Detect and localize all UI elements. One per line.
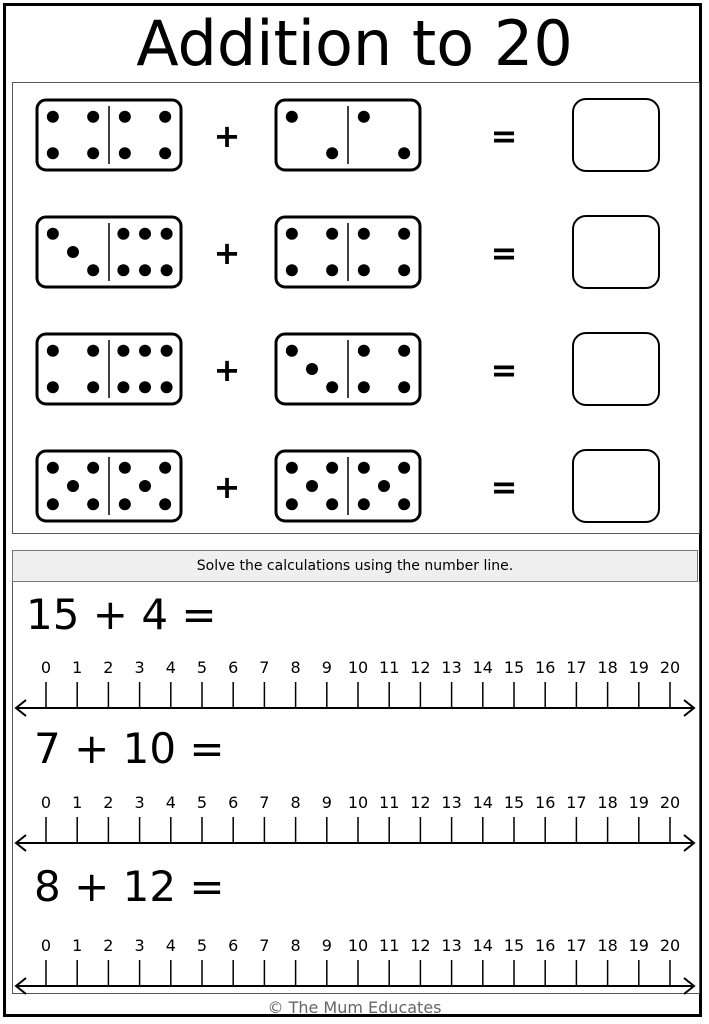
equation-1: 15 + 4 = — [26, 590, 217, 639]
domino-pip — [47, 111, 59, 123]
tick-label: 9 — [321, 793, 332, 812]
tick-label: 19 — [628, 658, 649, 677]
domino-pip — [47, 228, 59, 240]
domino-pip — [358, 345, 370, 357]
tick-label: 11 — [379, 936, 400, 955]
domino-pip — [67, 480, 79, 492]
tick-label: 2 — [103, 658, 114, 677]
domino-pip — [67, 246, 79, 258]
equals-sign: = — [490, 351, 518, 389]
tick-label: 2 — [103, 793, 114, 812]
domino-pip — [117, 345, 129, 357]
tick-label: 9 — [321, 658, 332, 677]
tick-label: 5 — [196, 793, 208, 812]
tick-label: 4 — [165, 658, 176, 677]
answer-box[interactable] — [572, 332, 660, 406]
tick-label: 12 — [410, 658, 431, 677]
domino-pip — [398, 228, 410, 240]
domino-pip — [326, 462, 338, 474]
tick-label: 4 — [165, 936, 176, 955]
tick-label: 11 — [379, 658, 400, 677]
domino-pip — [47, 381, 59, 393]
domino-pip — [161, 381, 173, 393]
number-line-1 — [0, 654, 709, 724]
domino-pip — [87, 498, 99, 510]
tick-label: 20 — [659, 658, 681, 677]
domino-pip — [87, 111, 99, 123]
tick-label: 9 — [321, 936, 332, 955]
equals-sign: = — [490, 234, 518, 272]
domino-pip — [286, 462, 298, 474]
answer-box[interactable] — [572, 449, 660, 523]
domino-pip — [286, 264, 298, 276]
domino-pip — [398, 147, 410, 159]
domino-pip — [139, 480, 151, 492]
domino-pip — [119, 147, 131, 159]
tick-label: 20 — [659, 936, 681, 955]
tick-label: 4 — [165, 793, 176, 812]
domino-pip — [117, 264, 129, 276]
domino-pip — [119, 462, 131, 474]
domino-pip — [398, 345, 410, 357]
tick-label: 8 — [290, 936, 301, 955]
right-domino — [276, 334, 420, 404]
tick-label: 1 — [72, 936, 83, 955]
tick-label: 18 — [597, 936, 618, 955]
tick-label: 18 — [597, 793, 618, 812]
tick-label: 14 — [472, 658, 493, 677]
plus-sign: + — [213, 234, 241, 272]
tick-label: 8 — [290, 658, 301, 677]
tick-label: 20 — [659, 793, 681, 812]
tick-label: 16 — [535, 936, 556, 955]
domino-pip — [306, 480, 318, 492]
equals-sign: = — [490, 117, 518, 155]
tick-label: 10 — [347, 793, 369, 812]
tick-label: 14 — [472, 936, 493, 955]
tick-label: 6 — [228, 793, 239, 812]
tick-label: 10 — [347, 658, 369, 677]
tick-label: 19 — [628, 936, 649, 955]
domino-pip — [159, 111, 171, 123]
tick-label: 1 — [72, 793, 83, 812]
left-domino — [37, 217, 181, 287]
tick-label: 10 — [347, 936, 369, 955]
domino-pip — [119, 498, 131, 510]
tick-label: 5 — [196, 936, 208, 955]
domino-pip — [326, 264, 338, 276]
tick-label: 15 — [503, 936, 525, 955]
tick-label: 1 — [72, 658, 83, 677]
domino-pip — [378, 480, 390, 492]
domino-pip — [159, 147, 171, 159]
domino-pip — [161, 264, 173, 276]
domino-pip — [398, 462, 410, 474]
plus-sign: + — [213, 117, 241, 155]
domino-pip — [398, 264, 410, 276]
worksheet-title: Addition to 20 — [136, 7, 573, 80]
tick-label: 7 — [259, 793, 270, 812]
answer-box[interactable] — [572, 98, 660, 172]
domino-pip — [326, 228, 338, 240]
tick-label: 0 — [40, 793, 52, 812]
tick-label: 15 — [503, 658, 525, 677]
domino-pip — [306, 363, 318, 375]
domino-pip — [358, 111, 370, 123]
domino-pip — [286, 111, 298, 123]
tick-label: 17 — [566, 936, 587, 955]
tick-label: 6 — [228, 658, 239, 677]
number-line-3 — [0, 932, 709, 1002]
tick-label: 0 — [40, 936, 52, 955]
domino-pip — [47, 462, 59, 474]
equation-3: 8 + 12 = — [34, 862, 225, 911]
domino-pip — [358, 462, 370, 474]
tick-label: 12 — [410, 936, 431, 955]
copyright-footer: © The Mum Educates — [267, 998, 442, 1017]
tick-label: 16 — [535, 658, 556, 677]
tick-label: 13 — [441, 793, 462, 812]
domino-pip — [286, 228, 298, 240]
left-domino — [37, 100, 181, 170]
tick-label: 2 — [103, 936, 114, 955]
domino-pip — [119, 111, 131, 123]
right-domino — [276, 451, 420, 521]
domino-pip — [159, 498, 171, 510]
domino-pip — [87, 264, 99, 276]
instruction-text: Solve the calculations using the number line. — [12, 550, 698, 582]
domino-pip — [398, 381, 410, 393]
domino-pip — [139, 381, 151, 393]
tick-label: 17 — [566, 658, 587, 677]
left-domino — [37, 451, 181, 521]
plus-sign: + — [213, 468, 241, 506]
domino-pip — [139, 264, 151, 276]
domino-pip — [87, 147, 99, 159]
tick-label: 7 — [259, 658, 270, 677]
tick-label: 11 — [379, 793, 400, 812]
equals-sign: = — [490, 468, 518, 506]
domino-pip — [159, 462, 171, 474]
tick-label: 18 — [597, 658, 618, 677]
tick-label: 19 — [628, 793, 649, 812]
domino-pip — [358, 381, 370, 393]
tick-label: 14 — [472, 793, 493, 812]
domino-pip — [326, 498, 338, 510]
tick-label: 7 — [259, 936, 270, 955]
plus-sign: + — [213, 351, 241, 389]
domino-pip — [358, 264, 370, 276]
tick-label: 0 — [40, 658, 52, 677]
right-domino — [276, 100, 420, 170]
tick-label: 13 — [441, 936, 462, 955]
domino-pip — [358, 228, 370, 240]
right-domino — [276, 217, 420, 287]
tick-label: 6 — [228, 936, 239, 955]
domino-pip — [326, 147, 338, 159]
domino-pip — [398, 498, 410, 510]
domino-pip — [117, 381, 129, 393]
left-domino — [37, 334, 181, 404]
answer-box[interactable] — [572, 215, 660, 289]
domino-pip — [87, 345, 99, 357]
number-line-2 — [0, 789, 709, 859]
domino-pip — [87, 381, 99, 393]
domino-pip — [161, 345, 173, 357]
tick-label: 3 — [134, 793, 145, 812]
tick-label: 3 — [134, 658, 145, 677]
tick-label: 8 — [290, 793, 301, 812]
domino-pip — [161, 228, 173, 240]
domino-pip — [286, 345, 298, 357]
tick-label: 15 — [503, 793, 525, 812]
domino-pip — [117, 228, 129, 240]
domino-pip — [326, 381, 338, 393]
tick-label: 3 — [134, 936, 145, 955]
domino-pip — [139, 345, 151, 357]
tick-label: 13 — [441, 658, 462, 677]
tick-label: 16 — [535, 793, 556, 812]
tick-label: 5 — [196, 658, 208, 677]
domino-pip — [286, 498, 298, 510]
domino-pip — [47, 345, 59, 357]
domino-pip — [358, 498, 370, 510]
equation-2: 7 + 10 = — [34, 724, 225, 773]
domino-pip — [47, 147, 59, 159]
tick-label: 17 — [566, 793, 587, 812]
domino-pip — [87, 462, 99, 474]
domino-pip — [139, 228, 151, 240]
domino-pip — [47, 498, 59, 510]
tick-label: 12 — [410, 793, 431, 812]
